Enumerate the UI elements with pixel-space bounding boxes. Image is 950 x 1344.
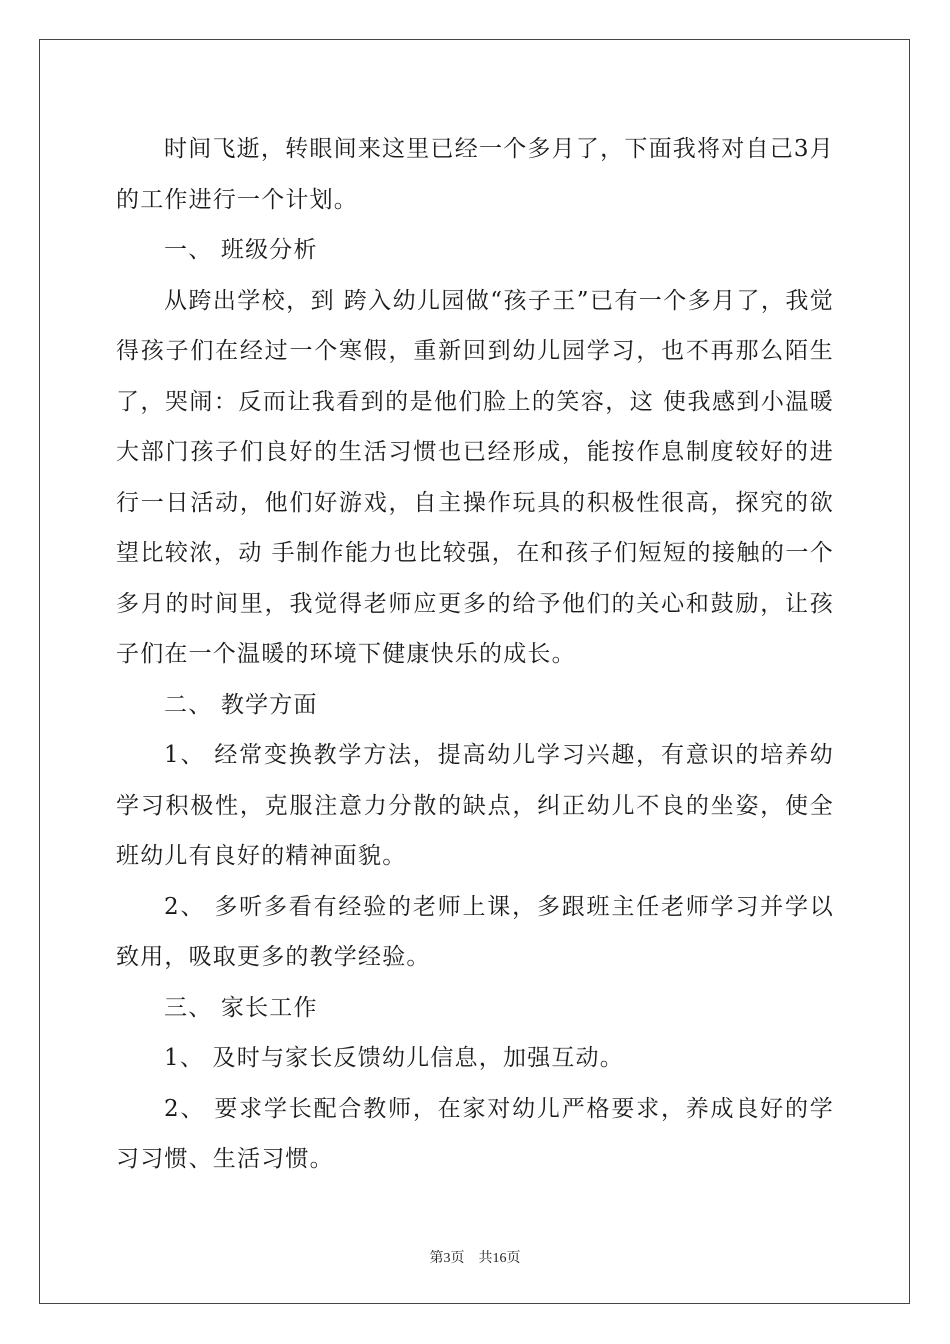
paragraph-teaching-item-2: 2、 多听多看有经验的老师上课，多跟班主任老师学习并学以致用，吸取更多的教学经验。 bbox=[116, 893, 834, 970]
section-heading-parent-work: 三、 家长工作 bbox=[164, 994, 318, 1021]
paragraph-class-analysis: 从跨出学校，到 跨入幼儿园做“孩子王”已有一个多月了，我觉得孩子们在经过一个寒假，重新回到幼儿园学习，也不再那么陌生了，哭闹：反而让我看到的是他们脸上的笑容，这 使我感到小温暖大部门孩子们良好的生活习惯也已经形成，能按作息制度较好的进行一日活动，他们好游戏，自主操作玩具的积极性很高，探究的欲望比较浓，动 手制作能力也比较强，在和孩子们短短的接触的一个多月的时间里，我觉得老师应更多的给予他们的关心和鼓励，让孩子们在一个温暖的环境下健康快乐的成长。 bbox=[116, 287, 834, 667]
page-number: 第3页 bbox=[429, 1251, 465, 1266]
section-heading-teaching: 二、 教学方面 bbox=[164, 691, 318, 718]
paragraph-parent-item-2: 2、 要求学长配合教师，在家对幼儿严格要求，养成良好的学习习惯、生活习惯。 bbox=[116, 1095, 834, 1172]
page-footer bbox=[0, 1247, 950, 1267]
paragraph-intro: 时间飞逝，转眼间来这里已经一个多月了，下面我将对自己3月的工作进行一个计划。 bbox=[116, 136, 834, 213]
paragraph-parent-item-1: 1、 及时与家长反馈幼儿信息，加强互动。 bbox=[164, 1045, 624, 1071]
page-total: 共16页 bbox=[478, 1251, 521, 1266]
document-body bbox=[116, 124, 834, 1185]
section-heading-class-analysis: 一、 班级分析 bbox=[164, 237, 318, 263]
paragraph-teaching-item-1: 1、 经常变换教学方法，提高幼儿学习兴趣，有意识的培养幼学习积极性，克服注意力分散的缺点，纠正幼儿不良的坐姿，使全班幼儿有良好的精神面貌。 bbox=[116, 742, 834, 869]
